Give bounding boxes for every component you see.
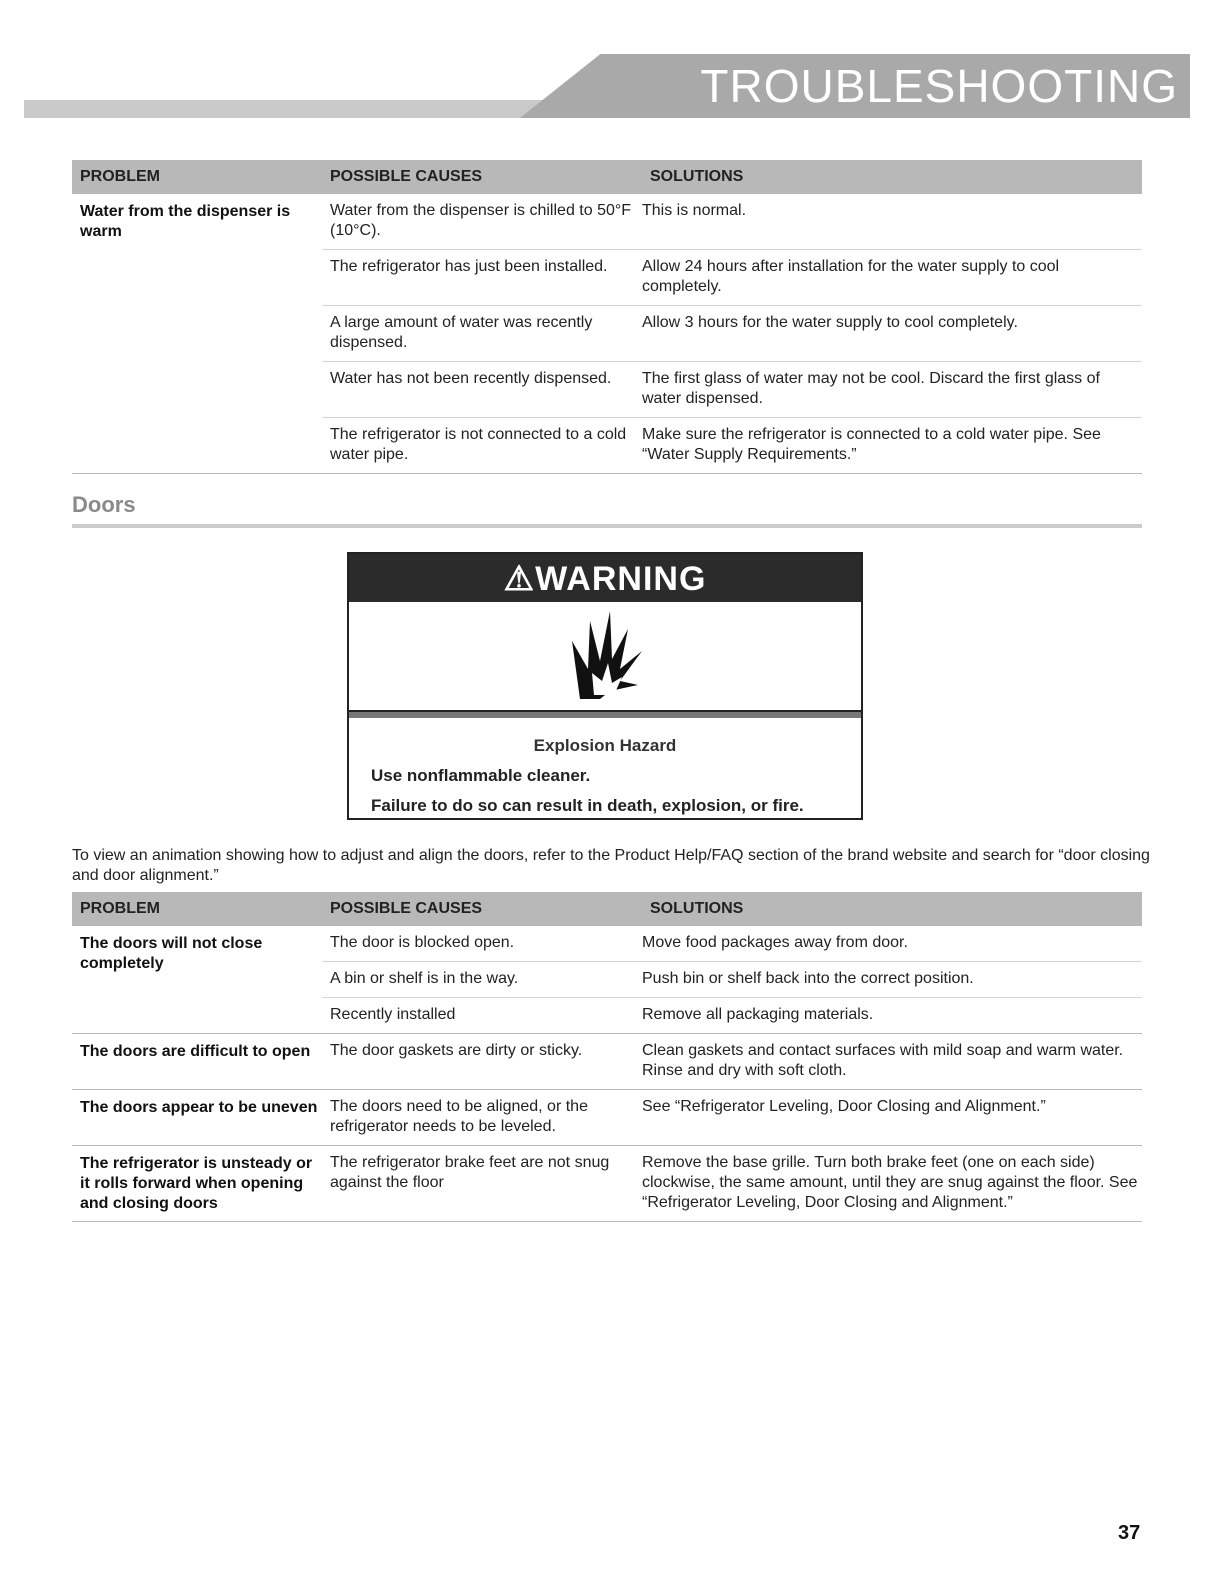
table-row <box>322 998 1142 1033</box>
explosion-icon-frame <box>349 602 861 712</box>
warning-instruction: Use nonflammable cleaner. <box>371 766 591 785</box>
warning-label: WARNING <box>535 560 707 598</box>
warning-consequence: Failure to do so can result in death, explosion, or fire. <box>371 796 804 815</box>
table-header <box>72 892 1142 926</box>
solution-cell: This is normal. <box>642 202 747 219</box>
header-causes: POSSIBLE CAUSES <box>330 168 483 185</box>
solution-cell: Push bin or shelf back into the correct position. <box>642 970 974 987</box>
solution-cell: Allow 3 hours for the water supply to cool completely. <box>642 314 1018 331</box>
header-solutions: SOLUTIONS <box>650 168 744 185</box>
water-troubleshooting-table <box>72 160 1142 474</box>
warning-header <box>349 554 861 602</box>
table-row <box>322 194 1142 250</box>
header-problem: PROBLEM <box>80 900 160 917</box>
table-row <box>322 1090 1142 1145</box>
solution-cell: Clean gaskets and contact surfaces with mild soap and warm water. Rinse and dry with soft cloth. <box>642 1042 1124 1079</box>
warning-triangle-icon: ⚠ <box>503 560 536 598</box>
problem-group <box>72 1090 1142 1146</box>
cause-cell: Water has not been recently dispensed. <box>330 370 612 387</box>
solution-cell: The first glass of water may not be cool. Discard the first glass of water dispensed. <box>642 370 1100 407</box>
warning-box <box>347 552 863 820</box>
page-title: TROUBLESHOOTING <box>700 60 1178 112</box>
problem-label: The doors appear to be uneven <box>80 1099 318 1116</box>
cause-cell: A bin or shelf is in the way. <box>330 970 519 987</box>
table-row <box>322 250 1142 306</box>
cause-cell: The refrigerator has just been installed. <box>330 258 608 275</box>
problem-label: Water from the dispenser is warm <box>80 203 291 240</box>
problem-label: The doors are difficult to open <box>80 1043 311 1060</box>
solution-cell: See “Refrigerator Leveling, Door Closing and Alignment.” <box>642 1098 1046 1115</box>
table-row <box>322 418 1142 473</box>
doors-intro-text: To view an animation showing how to adjust and align the doors, refer to the Product Help/FAQ section of the brand website and search for “door closing and door alignment.” <box>72 847 1150 884</box>
table-row <box>322 1034 1142 1089</box>
cause-cell: The refrigerator is not connected to a cold water pipe. <box>330 426 627 463</box>
section-divider <box>72 524 1142 528</box>
doors-troubleshooting-table <box>72 892 1142 1222</box>
header-causes: POSSIBLE CAUSES <box>330 900 483 917</box>
explosion-icon <box>550 611 660 701</box>
section-title-doors: Doors <box>72 492 136 517</box>
cause-cell: The door gaskets are dirty or sticky. <box>330 1042 583 1059</box>
cause-cell: Water from the dispenser is chilled to 50°F (10°C). <box>330 202 632 239</box>
solution-cell: Allow 24 hours after installation for the water supply to cool completely. <box>642 258 1060 295</box>
warning-separator <box>349 712 861 718</box>
problem-group <box>72 1146 1142 1222</box>
table-row <box>322 306 1142 362</box>
cause-cell: Recently installed <box>330 1006 456 1023</box>
problem-group <box>72 194 1142 474</box>
header-solutions: SOLUTIONS <box>650 900 744 917</box>
problem-label: The doors will not close completely <box>80 935 263 972</box>
problem-label: The refrigerator is unsteady or it rolls forward when opening and closing doors <box>80 1155 313 1212</box>
page-number: 37 <box>1118 1522 1141 1544</box>
warning-hazard-title: Explosion Hazard <box>533 736 677 755</box>
cause-cell: A large amount of water was recently dispensed. <box>330 314 593 351</box>
table-row <box>322 926 1142 962</box>
table-header <box>72 160 1142 194</box>
cause-cell: The refrigerator brake feet are not snug against the floor <box>330 1154 610 1191</box>
solution-cell: Make sure the refrigerator is connected to a cold water pipe. See “Water Supply Requirements.” <box>642 426 1101 463</box>
solution-cell: Remove all packaging materials. <box>642 1006 874 1023</box>
header-problem: PROBLEM <box>80 168 160 185</box>
table-row <box>322 962 1142 998</box>
cause-cell: The doors need to be aligned, or the refrigerator needs to be leveled. <box>330 1098 588 1135</box>
solution-cell: Move food packages away from door. <box>642 934 908 951</box>
problem-group <box>72 926 1142 1034</box>
table-row <box>322 362 1142 418</box>
problem-group <box>72 1034 1142 1090</box>
table-row <box>322 1146 1142 1221</box>
solution-cell: Remove the base grille. Turn both brake feet (one on each side) clockwise, the same amount, until they are snug against the floor. See “Refrigerator Leveling, Door Closing and Alignment.” <box>642 1154 1138 1211</box>
cause-cell: The door is blocked open. <box>330 934 515 951</box>
